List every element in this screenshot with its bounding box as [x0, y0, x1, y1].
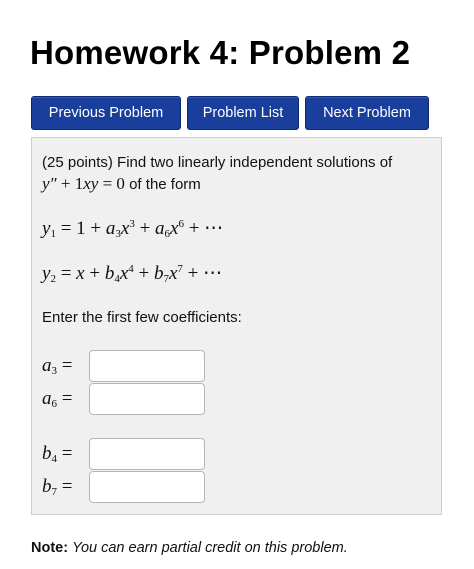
problem-list-button[interactable]: Problem List [187, 96, 299, 130]
problem-panel [31, 137, 442, 515]
page-title: Homework 4: Problem 2 [30, 34, 411, 71]
series-y1: $y_1 = 1 + a_3x^3 + a_6x^6$ + ⋯ [42, 218, 224, 240]
b4-label: $b_4$ = [42, 443, 73, 465]
problem-points-text: (25 points) Find two linearly independent solutions of [42, 154, 393, 171]
ode-suffix-text: of the form [129, 176, 201, 193]
answer-row-b4 [42, 438, 205, 470]
b7-input[interactable] [89, 471, 205, 503]
answer-row-a6 [42, 383, 205, 415]
ode-equation: y″ + 1xy = 0 [42, 174, 125, 193]
a6-label: $a_6$ = [42, 388, 73, 410]
note-label: Note: [31, 540, 69, 556]
answer-row-b7 [42, 471, 205, 503]
previous-problem-button[interactable]: Previous Problem [31, 96, 181, 130]
a3-input[interactable] [89, 350, 205, 382]
partial-credit-note [31, 540, 348, 556]
answer-row-a3 [42, 350, 205, 382]
problem-statement [42, 152, 392, 195]
a3-label: $a_3$ = [42, 355, 73, 377]
note-text: You can earn partial credit on this problem. [72, 540, 348, 556]
series-y2: $y_2 = x + b_4x^4 + b_7x^7$ + ⋯ [42, 263, 223, 285]
b7-label: $b_7$ = [42, 476, 73, 498]
next-problem-button[interactable]: Next Problem [305, 96, 429, 130]
b4-input[interactable] [89, 438, 205, 470]
instruction-text: Enter the first few coefficients: [42, 309, 242, 326]
a6-input[interactable] [89, 383, 205, 415]
problem-navigation [31, 96, 429, 130]
